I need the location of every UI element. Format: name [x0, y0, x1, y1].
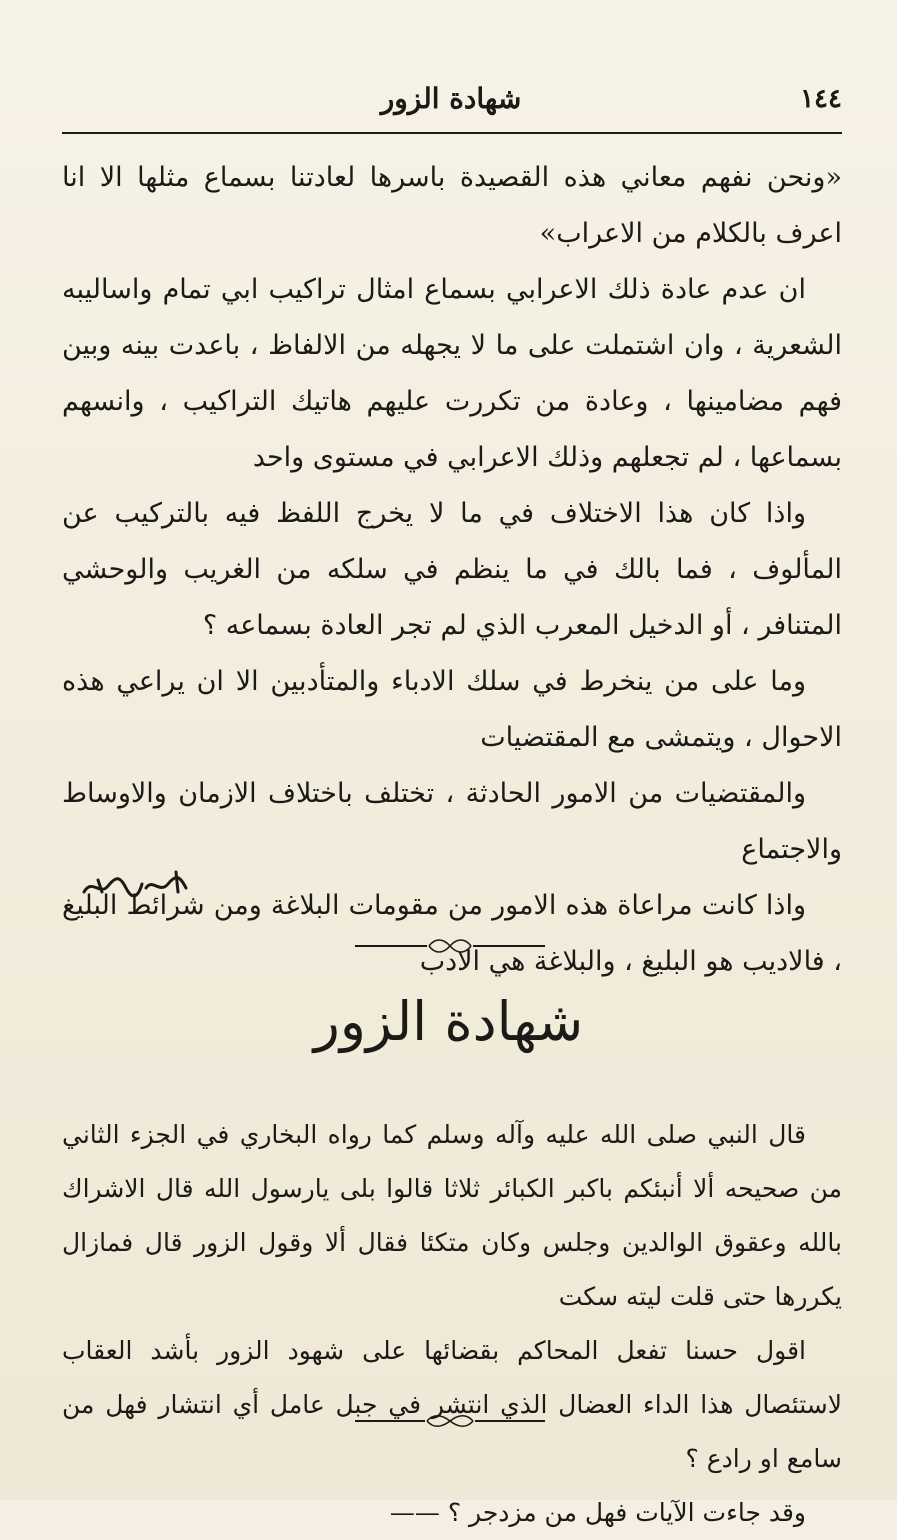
paragraph: قال النبي صلى الله عليه وآله وسلم كما رواه البخاري في الجزء الثاني من صحيحه ألا أنبئكم باكبر الكبائر ثلاثا قالوا بلى يارسول الله قال الاشراك بالله وعقوق الوالدين وجلس وكان متكئا فقال ألا وقول الزور قال فمازال يكررها حتى قلت ليته سكت [62, 1120, 842, 1311]
paragraph: والمقتضيات من الامور الحادثة ، تختلف باختلاف الازمان والاوساط والاجتماع [62, 778, 842, 865]
section-body [62, 1108, 842, 1540]
paragraph: «ونحن نفهم معاني هذه القصيدة باسرها لعادتنا بسماع مثلها الا انا اعرف بالكلام من الاعراب» [62, 162, 842, 249]
ornament-divider [355, 938, 545, 954]
page-header [60, 78, 842, 126]
paragraph: واذا كانت مراعاة هذه الامور من مقومات البلاغة ومن شرائط البليغ ، فالاديب هو البليغ ، والبلاغة هي الادب [62, 890, 842, 977]
author-signature [80, 858, 200, 908]
paragraph: وقد جاءت الآيات فهل من مزدجر ؟ —— [389, 1498, 806, 1527]
running-title: شهادة الزور [380, 82, 522, 115]
ornament-divider [355, 1413, 545, 1429]
header-rule [62, 132, 842, 134]
signature-mark [80, 858, 200, 908]
paragraph: اقول حسنا تفعل المحاكم بقضائها على شهود الزور بأشد العقاب لاستئصال هذا الداء العضال الذي انتشر في جبل عامل أي انتشار فهل من سامع او رادع ؟ [62, 1336, 842, 1473]
paragraph: وما على من ينخرط في سلك الادباء والمتأدبين الا ان يراعي هذه الاحوال ، ويتمشى مع المقتضيات [62, 666, 842, 753]
bleed-through-text [60, 15, 857, 36]
page-number: ١٤٤ [800, 84, 842, 114]
paragraph: واذا كان هذا الاختلاف في ما لا يخرج اللفظ فيه بالتركيب عن المألوف ، فما بالك في ما ينظم في سلكه من الغريب والوحشي المتنافر ، أو الدخيل المعرب الذي لم تجر العادة بسماعه ؟ [62, 498, 842, 641]
section-title: شهادة الزور [313, 990, 584, 1053]
paragraph: ان عدم عادة ذلك الاعرابي بسماع امثال تراكيب ابي تمام واساليبه الشعرية ، وان اشتملت على ما لا يجهله من الالفاظ ، باعدت بينه وبين فهم مضامينها ، وعادة من تكررت عليهم هاتيك التراكيب ، وانسهم بسماعها ، لم تجعلهم وذلك الاعرابي في مستوى واحد [62, 274, 842, 473]
